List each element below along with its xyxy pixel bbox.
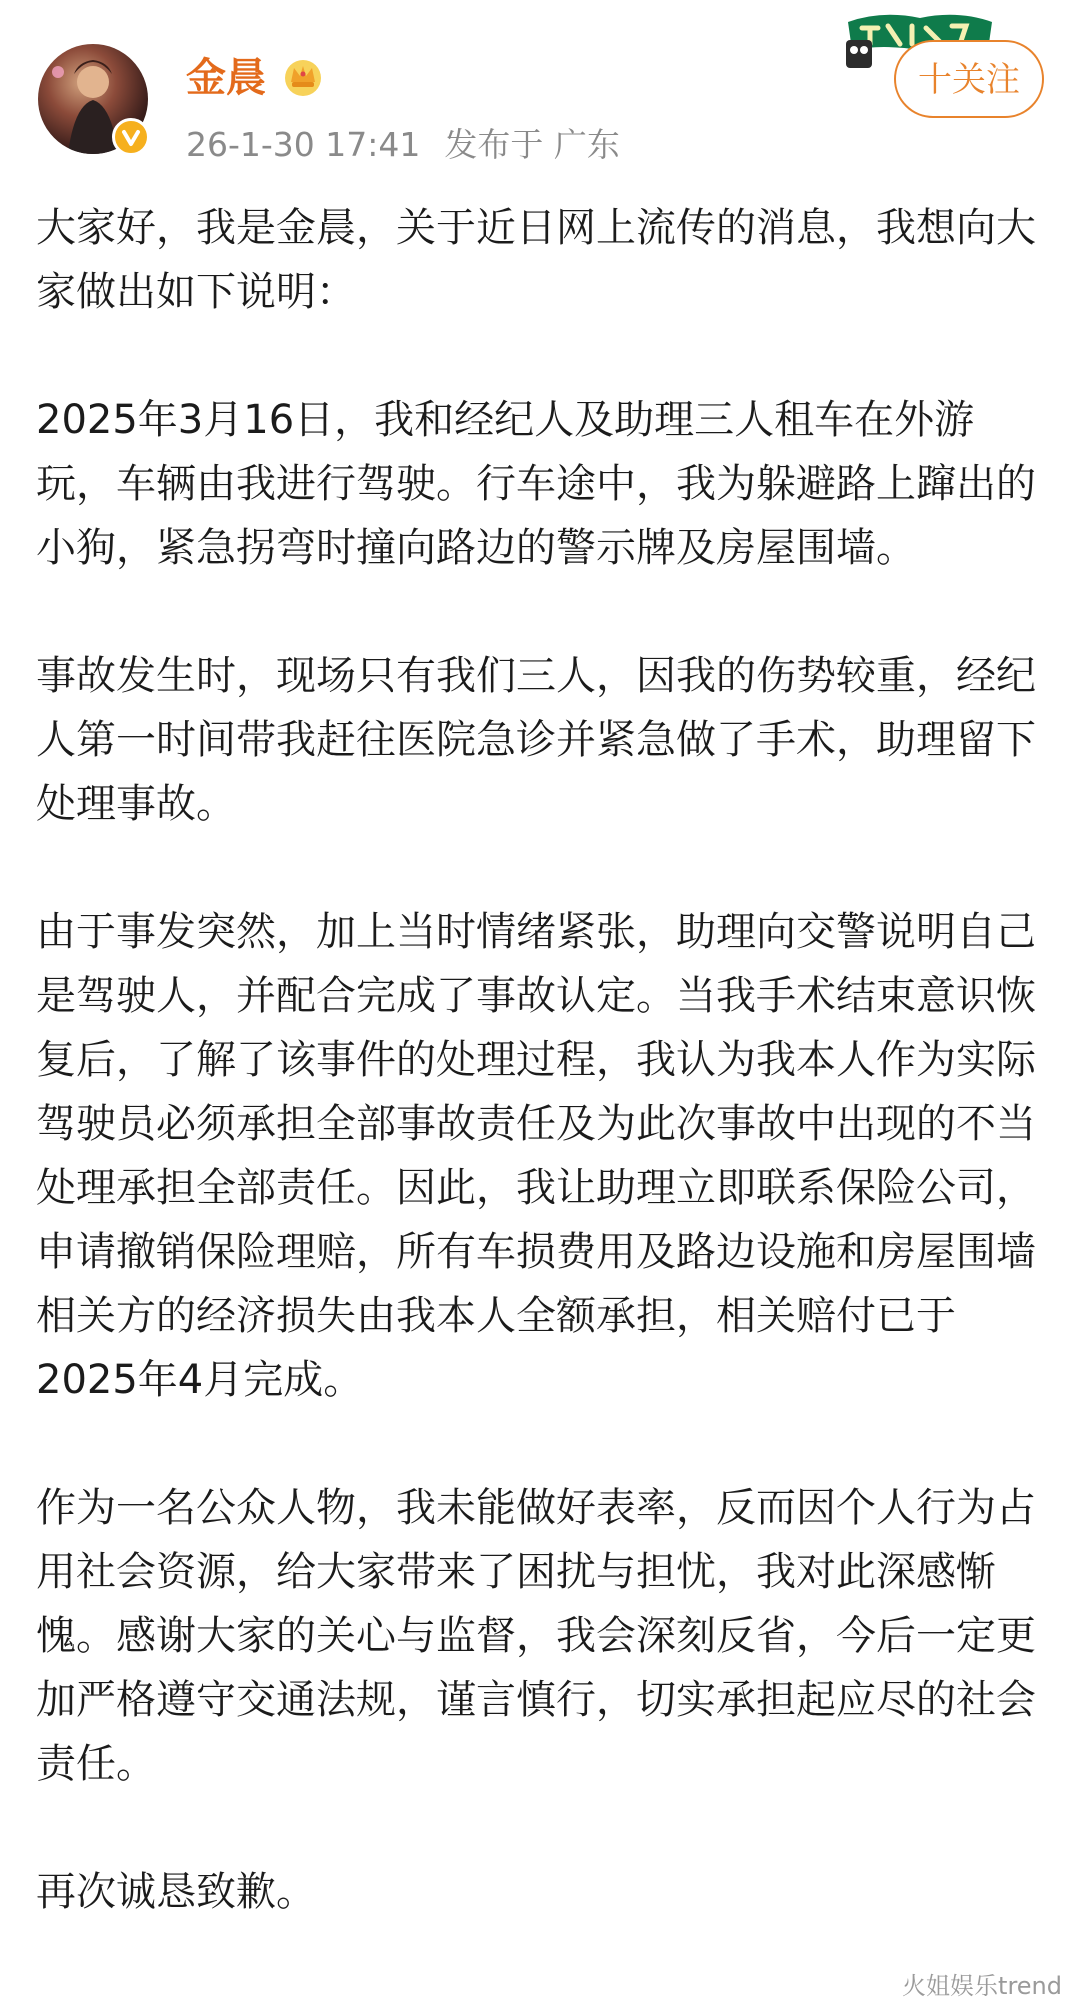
paragraph-2: 2025年3月16日，我和经纪人及助理三人租车在外游玩，车辆由我进行驾驶。行车途中，我为躲避路上蹿出的小狗，紧急拐弯时撞向路边的警示牌及房屋围墙。 <box>36 397 1036 571</box>
paragraph-5: 作为一名公众人物，我未能做好表率，反而因个人行为占用社会资源，给大家带来了困扰与担忧，我对此深感惭愧。感谢大家的关心与监督，我会深刻反省，今后一定更加严格遵守交通法规，谨言慎行，切实承担起应尽的社会责任。 <box>36 1485 1036 1787</box>
watermark: 火姐娱乐trend <box>902 1972 1062 2000</box>
username[interactable]: 金晨 <box>186 55 266 101</box>
crown-icon <box>282 54 324 100</box>
follow-button[interactable]: 十关注 <box>894 40 1044 118</box>
verified-badge-icon <box>112 118 150 156</box>
post-time: 26-1-30 17:41 <box>186 125 421 164</box>
paragraph-3: 事故发生时，现场只有我们三人，因我的伤势较重，经纪人第一时间带我赶往医院急诊并紧急做了手术，助理留下处理事故。 <box>36 653 1036 827</box>
post-header <box>0 0 1080 170</box>
post-location: 发布于 广东 <box>444 125 620 164</box>
post-content <box>36 196 1046 1924</box>
paragraph-6: 再次诚恳致歉。 <box>36 1869 316 1915</box>
paragraph-1: 大家好，我是金晨，关于近日网上流传的消息，我想向大家做出如下说明： <box>36 205 1036 315</box>
paragraph-4: 由于事发突然，加上当时情绪紧张，助理向交警说明自己是驾驶人，并配合完成了事故认定。当我手术结束意识恢复后，了解了该事件的处理过程，我认为我本人作为实际驾驶员必须承担全部事故责任及为此次事故中出现的不当处理承担全部责任。因此，我让助理立即联系保险公司，申请撤销保险理赔，所有车损费用及路边设施和房屋围墙相关方的经济损失由我本人全额承担，相关赔付已于2025年4月完成。 <box>36 909 1036 1403</box>
post-meta <box>186 122 620 168</box>
